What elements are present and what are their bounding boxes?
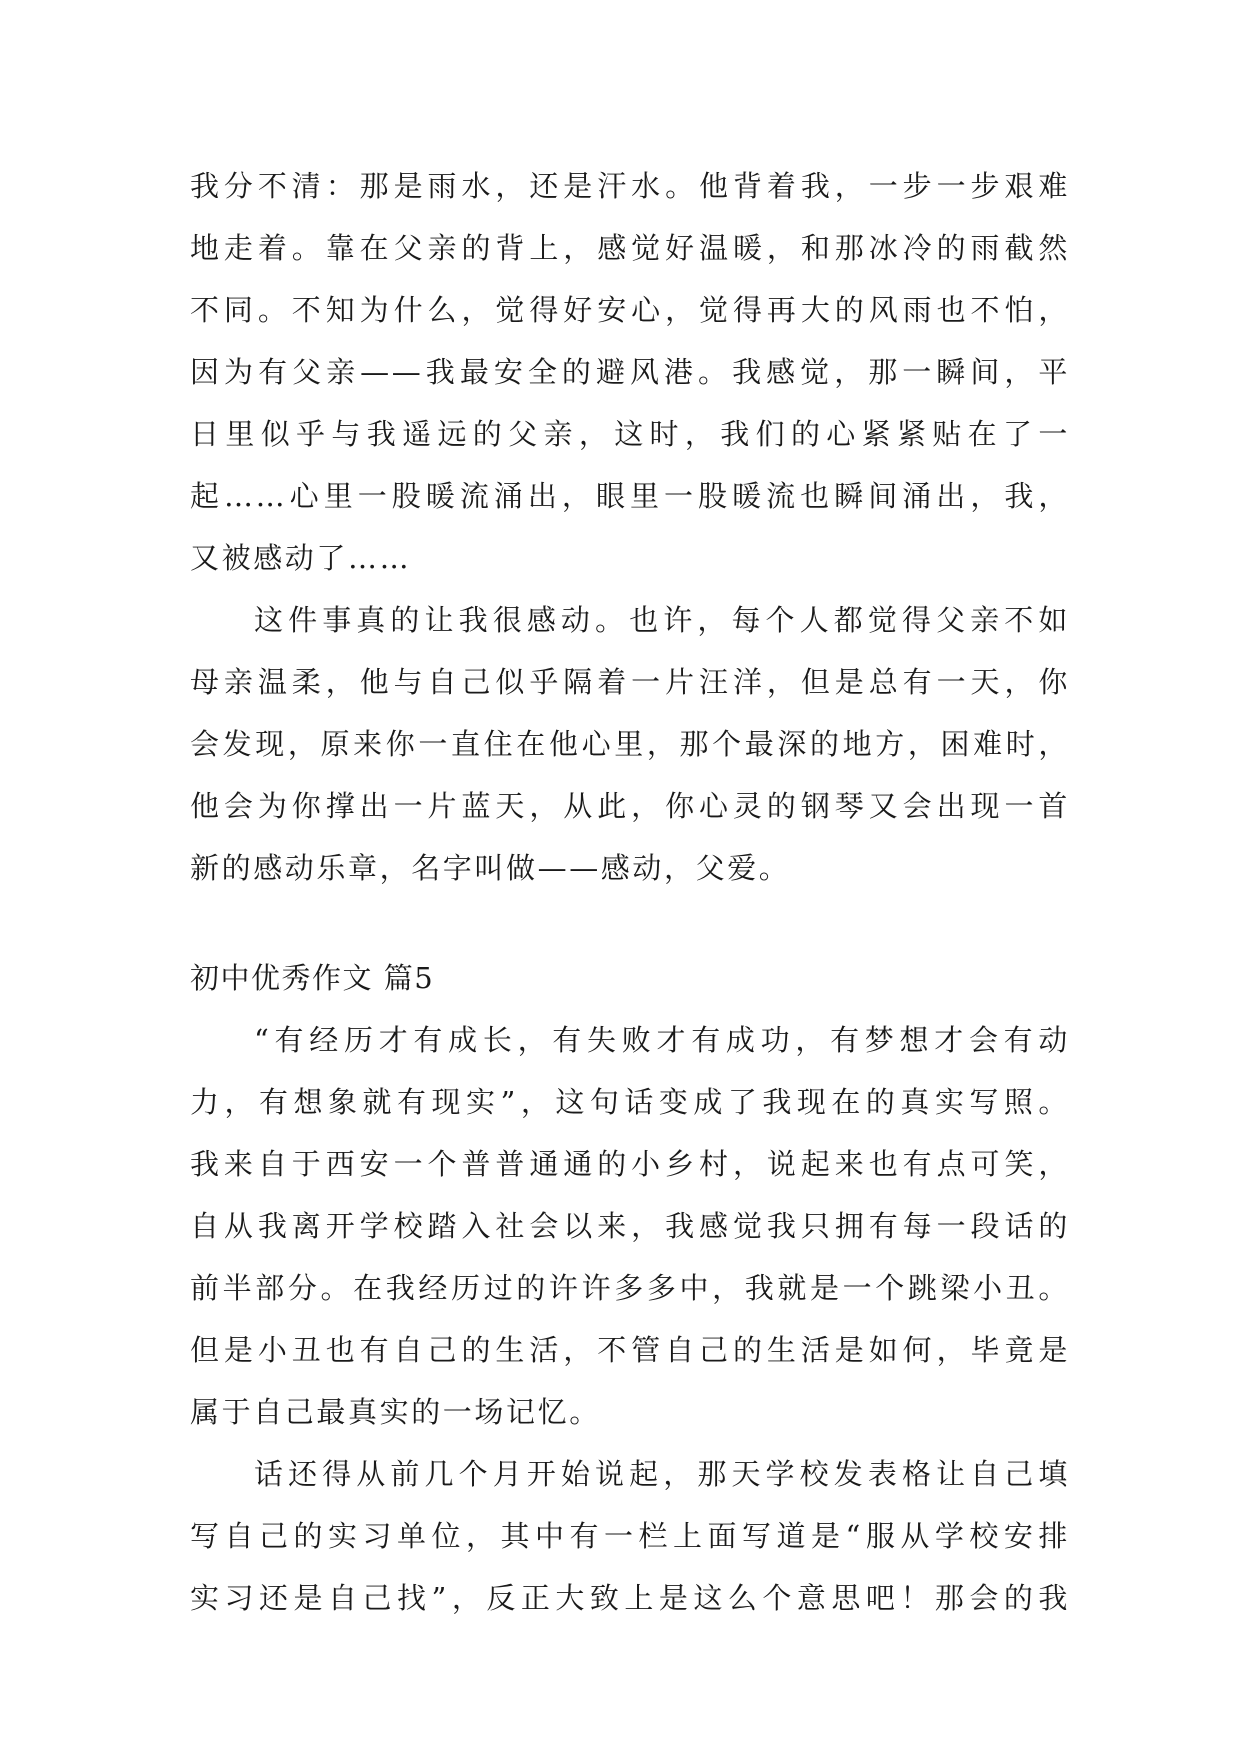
paragraph-line: 新的感动乐章，名字叫做——感动，父爱。 xyxy=(190,851,791,885)
paragraph-line: 又被感动了…… xyxy=(190,541,412,575)
paragraph-line: 力，有想象就有现实”，这句话变成了我现在的真实写照。 xyxy=(190,1085,1070,1119)
paragraph-line: 前半部分。在我经历过的许许多多中，我就是一个跳梁小丑。 xyxy=(190,1271,1070,1305)
paragraph-line: 自从我离开学校踏入社会以来，我感觉我只拥有每一段话的 xyxy=(190,1209,1070,1243)
paragraph-line: 实习还是自己找”，反正大致上是这么个意思吧！那会的我 xyxy=(190,1581,1070,1615)
paragraph-line: 我分不清：那是雨水，还是汗水。他背着我，一步一步艰难 xyxy=(190,169,1070,203)
essay-heading: 初中优秀作文 篇5 xyxy=(190,961,435,995)
paragraph-line: 属于自己最真实的一场记忆。 xyxy=(190,1395,601,1429)
paragraph-line: 地走着。靠在父亲的背上，感觉好温暖，和那冰冷的雨截然 xyxy=(190,231,1070,265)
paragraph-line: 我来自于西安一个普普通通的小乡村，说起来也有点可笑， xyxy=(190,1147,1070,1181)
paragraph-line: 日里似乎与我遥远的父亲，这时，我们的心紧紧贴在了一 xyxy=(190,417,1070,451)
paragraph-line: 不同。不知为什么，觉得好安心，觉得再大的风雨也不怕， xyxy=(190,293,1070,327)
paragraph-line: 这件事真的让我很感动。也许，每个人都觉得父亲不如 xyxy=(254,603,1070,637)
paragraph-line: 母亲温柔，他与自己似乎隔着一片汪洋，但是总有一天，你 xyxy=(190,665,1070,699)
paragraph-line: 话还得从前几个月开始说起，那天学校发表格让自己填 xyxy=(254,1457,1070,1491)
paragraph-line: 会发现，原来你一直住在他心里，那个最深的地方，困难时， xyxy=(190,727,1070,761)
paragraph-line: 起……心里一股暖流涌出，眼里一股暖流也瞬间涌出，我， xyxy=(190,479,1070,513)
paragraph-line: 写自己的实习单位，其中有一栏上面写道是“服从学校安排 xyxy=(190,1519,1070,1553)
paragraph-line: 但是小丑也有自己的生活，不管自己的生活是如何，毕竟是 xyxy=(190,1333,1070,1367)
paragraph-line: 因为有父亲——我最安全的避风港。我感觉，那一瞬间，平 xyxy=(190,355,1070,389)
paragraph-line: “有经历才有成长，有失败才有成功，有梦想才会有动 xyxy=(254,1023,1070,1057)
paragraph-line: 他会为你撑出一片蓝天，从此，你心灵的钢琴又会出现一首 xyxy=(190,789,1070,823)
